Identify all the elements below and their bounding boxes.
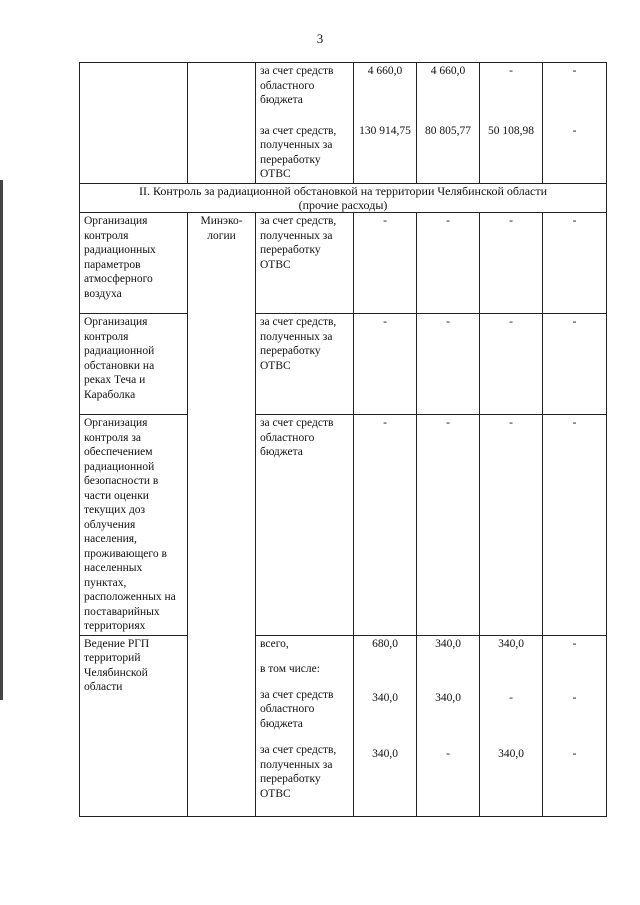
source-text: в том числе: (260, 663, 320, 675)
value: - (446, 747, 450, 760)
total-cell: - (354, 213, 417, 314)
value: - (572, 124, 577, 137)
value: 4 660,0 (367, 65, 403, 77)
total-cell: - (354, 415, 417, 636)
value: 340,0 (498, 747, 524, 760)
source-text: за счет средств, полученных за переработку ОТВС (260, 744, 337, 800)
value: 340,0 (435, 637, 461, 650)
year2-cell (480, 63, 543, 184)
year1-cell: - (417, 415, 480, 636)
year2-cell: - (480, 314, 543, 415)
activity-cell: Организация контроля за обеспечением радиационной безопасности в части оценки текущих доз облучения населения, проживающего в населенных пунктах, расположенных на поставарийных территориях (80, 415, 188, 636)
section-subtitle: (прочие расходы) (298, 198, 388, 212)
year3-cell: - (543, 213, 607, 314)
section-title (80, 184, 607, 213)
value: - (572, 65, 577, 77)
value: - (509, 692, 513, 704)
table-row (80, 314, 607, 415)
source-text: за счет средств областного бюджета (260, 65, 334, 106)
year1-cell: - (417, 314, 480, 415)
value: - (572, 692, 577, 704)
executor-cell (188, 63, 256, 184)
value: 340,0 (498, 637, 524, 650)
year1-cell (417, 635, 480, 816)
total-cell (354, 63, 417, 184)
activity-cell (80, 63, 188, 184)
value: 340,0 (435, 692, 461, 704)
source-cell (256, 63, 354, 184)
source-text: за счет средств, полученных за переработку ОТВС (260, 124, 337, 180)
activity-cell: Организация контроля радиационных параметров атмосферного воздуха (80, 213, 188, 314)
source-cell: за счет средств, полученных за переработку ОТВС (256, 314, 354, 415)
scan-edge-shadow (0, 180, 3, 700)
year1-cell: - (417, 213, 480, 314)
source-text: за счет средств областного бюджета (260, 688, 334, 730)
year1-cell (417, 63, 480, 184)
table-row (80, 213, 607, 314)
source-cell: за счет средств областного бюджета (256, 415, 354, 636)
table-row (80, 63, 607, 184)
activity-cell: Организация контроля радиационной обстановки на реках Теча и Караболка (80, 314, 188, 415)
value: - (572, 747, 577, 760)
total-cell: - (354, 314, 417, 415)
year2-cell: - (480, 213, 543, 314)
executor-cell: Минэко-логии (188, 213, 256, 817)
section-title-line: II. Контроль за радиационной обстановкой на территории Челябинской области (138, 184, 548, 198)
value: 130 914,75 (359, 124, 411, 137)
value: 4 660,0 (430, 65, 466, 77)
page-number: 3 (316, 31, 324, 46)
value: - (572, 637, 577, 650)
total-cell (354, 635, 417, 816)
source-text: всего, (260, 637, 289, 650)
activity-cell: Ведение РГП территорий Челябинской области (80, 635, 188, 816)
value: 80 805,77 (425, 124, 471, 137)
value: 50 108,98 (488, 124, 534, 137)
year2-cell (480, 635, 543, 816)
value: 340,0 (372, 692, 398, 704)
year3-cell: - (543, 314, 607, 415)
value: - (509, 65, 513, 77)
value: 340,0 (372, 747, 398, 760)
year3-cell (543, 635, 607, 816)
year2-cell: - (480, 415, 543, 636)
source-cell (256, 635, 354, 816)
source-cell: за счет средств, полученных за переработку ОТВС (256, 213, 354, 314)
table-row (80, 635, 607, 816)
section-header-row (80, 184, 607, 213)
year3-cell: - (543, 415, 607, 636)
table-row (80, 415, 607, 636)
year3-cell (543, 63, 607, 184)
value: 680,0 (372, 637, 398, 650)
budget-table (79, 62, 607, 817)
